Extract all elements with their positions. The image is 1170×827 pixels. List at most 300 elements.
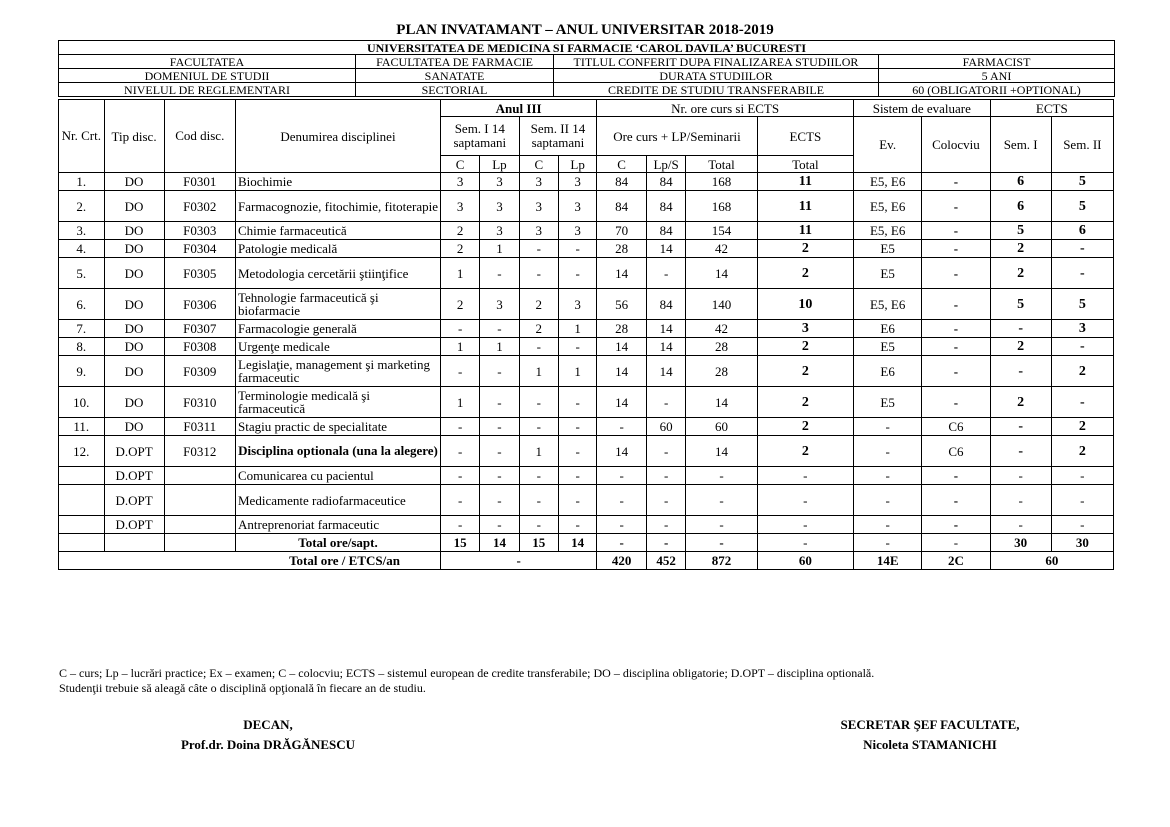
cell: - (519, 387, 558, 418)
cell: - (597, 485, 647, 516)
note-line: Studenţii trebuie să aleagă câte o disciplină opţională în fiecare an de studiu. (59, 681, 426, 695)
total-cell: - (854, 534, 922, 552)
discipline-name: Comunicarea cu pacientul (236, 467, 441, 485)
discipline-name: Metodologia cercetării ştiinţifice (236, 258, 441, 289)
cell: 3 (558, 222, 596, 240)
cell: 70 (597, 222, 647, 240)
cell: 14 (597, 387, 647, 418)
cell: 140 (686, 289, 757, 320)
cell: - (646, 485, 685, 516)
cell: - (558, 387, 596, 418)
total-cell: 2C (922, 552, 990, 570)
cell: 1 (440, 338, 479, 356)
header-ects: ECTS (990, 100, 1113, 117)
cell: - (440, 516, 479, 534)
cell: 7. (59, 320, 105, 338)
header-ects-col: ECTS (757, 117, 853, 156)
cell: - (757, 485, 853, 516)
cell: 3 (440, 173, 479, 191)
cell: - (597, 467, 647, 485)
cell: - (558, 436, 596, 467)
cell: 10. (59, 387, 105, 418)
header-sem2: Sem. II 14 saptamani (519, 117, 597, 156)
cell: 11 (757, 191, 853, 222)
dean-name: Prof.dr. Doina DRĂGĂNESCU (180, 737, 356, 752)
cell: - (922, 356, 990, 387)
cell: 5 (1051, 289, 1113, 320)
cell: 1 (519, 436, 558, 467)
cell: 2 (1051, 436, 1113, 467)
header-anul: Anul III (440, 100, 596, 117)
cell: - (922, 485, 990, 516)
cell: 2 (990, 387, 1051, 418)
cell: - (440, 467, 479, 485)
cell: - (480, 467, 519, 485)
cell: 42 (686, 320, 757, 338)
header-total: Total (686, 156, 757, 173)
cell: 14 (646, 320, 685, 338)
total-cell: 452 (646, 552, 685, 570)
info-value: FACULTATEA DE FARMACIE (356, 55, 554, 69)
header-lps: Lp/S (646, 156, 685, 173)
info-value: 5 ANI (879, 69, 1115, 83)
table-row (59, 387, 1114, 418)
header-cod: Cod disc. (164, 100, 235, 173)
cell: DO (104, 387, 164, 418)
cell: - (1051, 258, 1113, 289)
cell: DO (104, 222, 164, 240)
page-title: PLAN INVATAMANT – ANUL UNIVERSITAR 2018-2019 (396, 22, 774, 38)
cell: - (757, 516, 853, 534)
discipline-name: Disciplina optionala (una la alegere) (236, 436, 441, 467)
total-cell: - (597, 534, 647, 552)
cell: - (440, 356, 479, 387)
header-ev: Ev. (854, 117, 922, 173)
cell: - (480, 485, 519, 516)
cell: 2 (757, 356, 853, 387)
cell: - (1051, 338, 1113, 356)
cell: 14 (686, 436, 757, 467)
cell: - (686, 485, 757, 516)
header-lp: Lp (480, 156, 519, 173)
total-cell: 60 (990, 552, 1113, 570)
cell: 14 (597, 258, 647, 289)
cell: 1 (558, 356, 596, 387)
header-colocviu: Colocviu (922, 117, 990, 173)
cell: - (922, 320, 990, 338)
cell (164, 467, 235, 485)
cell: DO (104, 240, 164, 258)
table-row (59, 320, 1114, 338)
cell: - (558, 516, 596, 534)
cell: - (646, 467, 685, 485)
cell: 3 (480, 191, 519, 222)
header-lp: Lp (558, 156, 596, 173)
total-ects-label: Total ore / ETCS/an (59, 552, 441, 570)
total-cell: 60 (757, 552, 853, 570)
dean-signature (118, 715, 418, 755)
info-label: FACULTATEA (59, 55, 356, 69)
cell: - (854, 418, 922, 436)
cell: 84 (646, 191, 685, 222)
cell: - (519, 338, 558, 356)
cell: 3 (757, 320, 853, 338)
cell: - (646, 387, 685, 418)
cell: 2 (757, 240, 853, 258)
cell: - (990, 356, 1051, 387)
total-cell: 420 (597, 552, 647, 570)
discipline-name: Terminologie medicală şi farmaceutică (236, 387, 441, 418)
cell: 2 (990, 258, 1051, 289)
cell: 3. (59, 222, 105, 240)
cell: 28 (686, 356, 757, 387)
cell: - (597, 516, 647, 534)
cell: E5, E6 (854, 289, 922, 320)
cell: F0305 (164, 258, 235, 289)
cell: - (854, 485, 922, 516)
discipline-name: Chimie farmaceutică (236, 222, 441, 240)
cell: DO (104, 338, 164, 356)
cell: 1 (480, 240, 519, 258)
cell: 2 (757, 338, 853, 356)
info-label: DURATA STUDIILOR (554, 69, 879, 83)
total-cell: 14E (854, 552, 922, 570)
cell: 3 (558, 173, 596, 191)
cell: F0303 (164, 222, 235, 240)
cell: 84 (646, 173, 685, 191)
header-nr: Nr. Crt. (59, 100, 105, 173)
cell: D.OPT (104, 516, 164, 534)
info-value: SANATATE (356, 69, 554, 83)
cell: 5 (1051, 173, 1113, 191)
cell: DO (104, 258, 164, 289)
cell: - (1051, 485, 1113, 516)
cell (59, 467, 105, 485)
cell: C6 (922, 436, 990, 467)
discipline-name: Medicamente radiofarmaceutice (236, 485, 441, 516)
table-row (59, 485, 1114, 516)
cell (59, 485, 105, 516)
curriculum-table (58, 99, 1114, 570)
cell: 5 (990, 222, 1051, 240)
secretary-signature (780, 715, 1080, 755)
cell: 2 (757, 387, 853, 418)
header-sistem: Sistem de evaluare (854, 100, 991, 117)
table-row (59, 173, 1114, 191)
discipline-name: Urgenţe medicale (236, 338, 441, 356)
total-cell: - (440, 552, 596, 570)
cell: 6 (990, 173, 1051, 191)
cell (164, 534, 235, 552)
cell (59, 516, 105, 534)
cell: 14 (597, 356, 647, 387)
cell: 3 (558, 191, 596, 222)
cell: 2 (757, 436, 853, 467)
cell: 5. (59, 258, 105, 289)
cell: - (440, 320, 479, 338)
cell: 84 (597, 173, 647, 191)
discipline-name: Legislaţie, management şi marketing farmaceutic (236, 356, 441, 387)
cell: F0312 (164, 436, 235, 467)
cell: 14 (597, 338, 647, 356)
cell: - (519, 240, 558, 258)
cell: - (922, 240, 990, 258)
cell: - (922, 467, 990, 485)
cell: - (1051, 467, 1113, 485)
cell: - (686, 467, 757, 485)
cell: - (480, 516, 519, 534)
cell: 3 (440, 191, 479, 222)
cell: - (854, 467, 922, 485)
total-cell: - (646, 534, 685, 552)
cell: - (990, 485, 1051, 516)
cell: - (922, 387, 990, 418)
cell: 3 (519, 222, 558, 240)
cell: F0308 (164, 338, 235, 356)
cell: - (922, 338, 990, 356)
cell: 28 (597, 320, 647, 338)
cell: - (922, 173, 990, 191)
cell: DO (104, 418, 164, 436)
total-cell: 14 (558, 534, 596, 552)
cell: 2 (440, 289, 479, 320)
header-ore-curs: Ore curs + LP/Seminarii (597, 117, 757, 156)
cell: F0301 (164, 173, 235, 191)
total-cell: - (686, 534, 757, 552)
cell: 12. (59, 436, 105, 467)
cell: 1. (59, 173, 105, 191)
header-c: C (597, 156, 647, 173)
cell: - (922, 222, 990, 240)
cell: E5 (854, 240, 922, 258)
cell: - (922, 516, 990, 534)
cell: E5, E6 (854, 222, 922, 240)
header-c: C (519, 156, 558, 173)
cell: 1 (440, 387, 479, 418)
cell: DO (104, 289, 164, 320)
cell: - (480, 418, 519, 436)
discipline-name: Farmacognozie, fitochimie, fitoterapie (236, 191, 441, 222)
cell: - (646, 258, 685, 289)
cell: C6 (922, 418, 990, 436)
cell: 1 (440, 258, 479, 289)
cell: - (990, 467, 1051, 485)
cell: - (558, 240, 596, 258)
cell: - (480, 356, 519, 387)
discipline-name: Stagiu practic de specialitate (236, 418, 441, 436)
cell: DO (104, 320, 164, 338)
cell: 56 (597, 289, 647, 320)
info-value: FARMACIST (879, 55, 1115, 69)
dean-title: DECAN, (243, 717, 293, 732)
cell: 84 (646, 289, 685, 320)
cell: 14 (686, 258, 757, 289)
cell: 60 (686, 418, 757, 436)
cell: - (990, 436, 1051, 467)
cell: - (480, 436, 519, 467)
cell: 2 (990, 240, 1051, 258)
cell: D.OPT (104, 485, 164, 516)
cell: - (646, 516, 685, 534)
cell: 5 (1051, 191, 1113, 222)
table-row (59, 222, 1114, 240)
cell: 154 (686, 222, 757, 240)
cell: - (597, 418, 647, 436)
cell: - (519, 467, 558, 485)
cell: 42 (686, 240, 757, 258)
cell: - (990, 418, 1051, 436)
cell: 6 (990, 191, 1051, 222)
cell: F0310 (164, 387, 235, 418)
cell: 168 (686, 173, 757, 191)
table-row (59, 289, 1114, 320)
discipline-name: Biochimie (236, 173, 441, 191)
cell: - (1051, 387, 1113, 418)
cell: E6 (854, 320, 922, 338)
info-label: NIVELUL DE REGLEMENTARI (59, 83, 356, 97)
cell: 5 (990, 289, 1051, 320)
cell: 8. (59, 338, 105, 356)
cell: - (440, 436, 479, 467)
cell: 84 (597, 191, 647, 222)
secretary-name: Nicoleta STAMANICHI (863, 737, 997, 752)
secretary-title: SECRETAR ŞEF FACULTATE, (840, 717, 1020, 732)
cell: 2 (757, 418, 853, 436)
discipline-name: Tehnologie farmaceutică şi biofarmacie (236, 289, 441, 320)
university-name: UNIVERSITATEA DE MEDICINA SI FARMACIE ‘CAROL DAVILA’ BUCURESTI (59, 41, 1115, 55)
cell: - (854, 436, 922, 467)
cell: 2 (519, 320, 558, 338)
total-cell: 14 (480, 534, 519, 552)
cell: E5, E6 (854, 191, 922, 222)
total-cell: 15 (519, 534, 558, 552)
total-cell: - (757, 534, 853, 552)
cell: 2 (757, 258, 853, 289)
cell: 14 (646, 240, 685, 258)
cell: - (922, 258, 990, 289)
info-value: 60 (OBLIGATORII +OPTIONAL) (879, 83, 1115, 97)
cell: E5 (854, 338, 922, 356)
note-line: C – curs; Lp – lucrări practice; Ex – examen; C – colocviu; ECTS – sistemul european de credite transferabile; DO – disciplina obligatorie; D.OPT – disciplina optională. (59, 666, 875, 680)
total-cell: 30 (990, 534, 1051, 552)
cell: DO (104, 173, 164, 191)
cell: - (480, 258, 519, 289)
total-cell: 15 (440, 534, 479, 552)
cell: - (519, 485, 558, 516)
cell: 168 (686, 191, 757, 222)
table-row (59, 436, 1114, 467)
cell: 14 (646, 338, 685, 356)
cell: - (1051, 240, 1113, 258)
cell: - (1051, 516, 1113, 534)
cell: - (480, 387, 519, 418)
cell: 1 (480, 338, 519, 356)
cell: 4. (59, 240, 105, 258)
cell: - (519, 418, 558, 436)
cell: 6 (1051, 222, 1113, 240)
cell: F0309 (164, 356, 235, 387)
cell: - (854, 516, 922, 534)
cell: 11 (757, 173, 853, 191)
table-row (59, 418, 1114, 436)
cell: 3 (519, 173, 558, 191)
cell: 28 (597, 240, 647, 258)
cell: 1 (519, 356, 558, 387)
cell: E6 (854, 356, 922, 387)
cell: 1 (558, 320, 596, 338)
header-denumire: Denumirea disciplinei (236, 100, 441, 173)
header-total: Total (757, 156, 853, 173)
cell: 3 (480, 222, 519, 240)
header-c: C (440, 156, 479, 173)
header-tip: Tip disc. (104, 100, 164, 173)
cell: F0306 (164, 289, 235, 320)
cell: 28 (686, 338, 757, 356)
legend-notes (59, 666, 874, 696)
cell: 14 (646, 356, 685, 387)
total-cell: - (922, 534, 990, 552)
cell: - (558, 418, 596, 436)
cell: - (686, 516, 757, 534)
cell: - (646, 436, 685, 467)
cell: 9. (59, 356, 105, 387)
cell: 11. (59, 418, 105, 436)
cell: F0311 (164, 418, 235, 436)
header-sem-ii: Sem. II (1051, 117, 1113, 173)
cell: - (757, 467, 853, 485)
cell: - (922, 191, 990, 222)
cell: - (558, 485, 596, 516)
header-nr-ore: Nr. ore curs si ECTS (597, 100, 854, 117)
cell: E5, E6 (854, 173, 922, 191)
cell: - (990, 516, 1051, 534)
cell (59, 534, 105, 552)
cell: - (922, 289, 990, 320)
cell: 3 (1051, 320, 1113, 338)
cell: - (990, 320, 1051, 338)
header-sem-i: Sem. I (990, 117, 1051, 173)
cell: 11 (757, 222, 853, 240)
cell: 3 (519, 191, 558, 222)
cell: E5 (854, 258, 922, 289)
cell: 14 (686, 387, 757, 418)
cell: - (480, 320, 519, 338)
cell: F0302 (164, 191, 235, 222)
cell: DO (104, 356, 164, 387)
info-label: DOMENIUL DE STUDII (59, 69, 356, 83)
cell: 84 (646, 222, 685, 240)
table-row (59, 356, 1114, 387)
cell: 6. (59, 289, 105, 320)
discipline-name: Patologie medicală (236, 240, 441, 258)
program-info-table (58, 40, 1115, 97)
cell: 3 (480, 289, 519, 320)
cell: 2 (519, 289, 558, 320)
cell: DO (104, 191, 164, 222)
cell: 2 (1051, 418, 1113, 436)
discipline-name: Farmacologie generală (236, 320, 441, 338)
cell: D.OPT (104, 436, 164, 467)
cell: F0307 (164, 320, 235, 338)
table-row (59, 240, 1114, 258)
cell: 3 (558, 289, 596, 320)
total-cell: 872 (686, 552, 757, 570)
cell: - (519, 516, 558, 534)
table-row (59, 467, 1114, 485)
cell: - (440, 418, 479, 436)
cell: - (558, 258, 596, 289)
header-sem1: Sem. I 14 saptamani (440, 117, 519, 156)
